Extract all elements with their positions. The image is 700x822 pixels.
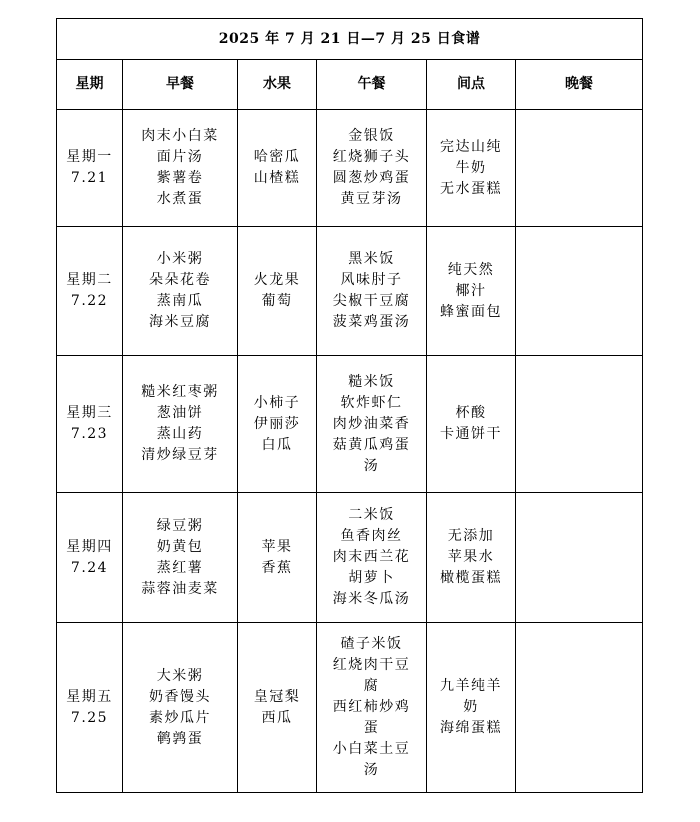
- day-row: [57, 493, 643, 623]
- menu-item: 完达山纯: [440, 138, 502, 155]
- menu-item: 鱼香肉丝: [340, 528, 403, 544]
- menu-item: 菇黄瓜鸡蛋汤: [332, 436, 411, 474]
- menu-item: 圆葱炒鸡蛋: [332, 170, 411, 186]
- menu-item: 纯天然: [447, 261, 495, 278]
- menu-item: 素炒瓜片: [149, 709, 211, 726]
- menu-item: 苹果: [261, 538, 293, 555]
- weekday-cell: [57, 110, 123, 227]
- weekday-name: 星期四: [66, 538, 113, 555]
- snack-cell: [427, 623, 516, 793]
- menu-item: 无水蛋糕: [440, 180, 502, 197]
- menu-item: 火龙果: [253, 272, 301, 288]
- menu-item: 苹果水: [447, 549, 495, 565]
- header-snack: 间点: [427, 60, 516, 110]
- menu-item: 紫薯卷: [156, 170, 204, 186]
- menu-item: 水煮蛋: [156, 191, 204, 207]
- menu-item: 蜂蜜面包: [440, 303, 502, 320]
- menu-item: 糙米饭: [348, 373, 395, 390]
- weekday-name: 星期一: [66, 149, 113, 165]
- menu-item: 黑米饭: [348, 251, 395, 267]
- menu-item: 肉炒油菜香: [332, 415, 411, 432]
- menu-item: 风味肘子: [340, 272, 403, 288]
- weekday-cell: [57, 356, 123, 493]
- menu-item: 海米豆腐: [149, 314, 211, 330]
- menu-item: 皇冠梨: [253, 688, 301, 705]
- snack-cell: [427, 110, 516, 227]
- menu-item: 蒸红薯: [156, 559, 204, 576]
- menu-item: 牛奶: [455, 159, 487, 176]
- menu-item: 蒸山药: [156, 426, 204, 442]
- menu-item: 香蕉: [261, 559, 293, 576]
- header-row: [57, 60, 643, 110]
- header-fruit: 水果: [238, 60, 317, 110]
- menu-item: 葱油饼: [156, 405, 204, 421]
- fruit-cell: [238, 227, 317, 356]
- menu-item: 小柿子: [253, 394, 301, 411]
- menu-item: 肉末小白菜面片汤: [141, 128, 219, 165]
- header-lunch: 午餐: [317, 60, 427, 110]
- menu-item: 绿豆粥: [156, 517, 204, 534]
- breakfast-cell: [123, 623, 238, 793]
- menu-item: 肉末西兰花: [332, 549, 411, 565]
- menu-table: [56, 18, 643, 793]
- menu-item: 朵朵花卷: [149, 272, 211, 288]
- menu-item: 菠菜鸡蛋汤: [332, 314, 411, 330]
- lunch-cell: [317, 623, 427, 793]
- breakfast-cell: [123, 356, 238, 493]
- menu-item: 椰汁: [455, 282, 487, 299]
- menu-item: 大米粥: [156, 667, 204, 684]
- fruit-cell: [238, 110, 317, 227]
- weekday-cell: [57, 227, 123, 356]
- menu-item: 奶黄包: [156, 538, 204, 555]
- dinner-cell: [516, 356, 643, 493]
- fruit-cell: [238, 623, 317, 793]
- menu-item: 蒸南瓜: [156, 293, 204, 309]
- lunch-cell: [317, 227, 427, 356]
- menu-item: 橄榄蛋糕: [440, 570, 502, 586]
- menu-item: 西瓜: [261, 709, 293, 726]
- menu-item: 鹌鹑蛋: [156, 730, 204, 747]
- menu-item: 葡萄: [261, 293, 293, 309]
- menu-item: 伊丽莎: [253, 415, 301, 432]
- header-breakfast: 早餐: [123, 60, 238, 110]
- lunch-cell: [317, 356, 427, 493]
- menu-item: 哈密瓜: [253, 149, 301, 165]
- menu-item: 奶香馒头: [149, 688, 211, 705]
- menu-item: 胡萝卜: [348, 570, 395, 586]
- dinner-cell: [516, 110, 643, 227]
- lunch-cell: [317, 493, 427, 623]
- header-dinner: 晚餐: [516, 60, 643, 110]
- weekday-date: 7.21: [70, 170, 109, 186]
- menu-item: 红烧肉干豆腐: [332, 657, 411, 694]
- title-row: [57, 19, 643, 60]
- weekday-date: 7.24: [70, 559, 109, 576]
- menu-item: 碴子米饭: [340, 636, 403, 652]
- menu-item: 无添加: [447, 528, 495, 544]
- weekday-name: 星期五: [66, 688, 113, 705]
- menu-item: 海绵蛋糕: [440, 720, 502, 736]
- weekday-date: 7.22: [70, 293, 109, 309]
- weekday-date: 7.23: [70, 426, 109, 442]
- menu-item: 二米饭: [348, 507, 395, 523]
- dinner-cell: [516, 493, 643, 623]
- menu-item: 尖椒干豆腐: [332, 293, 411, 309]
- menu-item: 蒜蓉油麦菜: [141, 580, 219, 597]
- menu-item: 九羊纯羊奶: [440, 678, 502, 715]
- dinner-cell: [516, 227, 643, 356]
- fruit-cell: [238, 493, 317, 623]
- fruit-cell: [238, 356, 317, 493]
- menu-item: 卡通饼干: [440, 426, 502, 442]
- snack-cell: [427, 227, 516, 356]
- weekday-date: 7.25: [70, 709, 109, 726]
- snack-cell: [427, 356, 516, 493]
- menu-item: 山楂糕: [253, 170, 301, 186]
- menu-item: 金银饭: [348, 128, 395, 144]
- breakfast-cell: [123, 227, 238, 356]
- day-row: [57, 110, 643, 227]
- menu-item: 白瓜: [261, 436, 293, 453]
- snack-cell: [427, 493, 516, 623]
- menu-item: 小白菜土豆汤: [332, 741, 411, 778]
- weekday-name: 星期三: [66, 405, 113, 421]
- breakfast-cell: [123, 110, 238, 227]
- menu-item: 清炒绿豆芽: [141, 447, 219, 463]
- dinner-cell: [516, 623, 643, 793]
- weekday-cell: [57, 623, 123, 793]
- menu-item: 西红柿炒鸡蛋: [332, 699, 411, 736]
- menu-title: 2025 年 7 月 21 日—7 月 25 日食谱: [57, 19, 643, 60]
- weekday-cell: [57, 493, 123, 623]
- menu-item: 糙米红枣粥: [141, 384, 219, 400]
- weekday-name: 星期二: [66, 272, 113, 288]
- breakfast-cell: [123, 493, 238, 623]
- day-row: [57, 623, 643, 793]
- menu-item: 红烧狮子头: [332, 149, 411, 165]
- menu-item: 黄豆芽汤: [340, 191, 403, 207]
- menu-item: 小米粥: [156, 251, 204, 267]
- menu-item: 海米冬瓜汤: [332, 591, 411, 607]
- lunch-cell: [317, 110, 427, 227]
- menu-item: 软炸虾仁: [340, 394, 403, 411]
- day-row: [57, 356, 643, 493]
- menu-item: 杯酸: [455, 405, 487, 421]
- day-row: [57, 227, 643, 356]
- header-weekday: 星期: [57, 60, 123, 110]
